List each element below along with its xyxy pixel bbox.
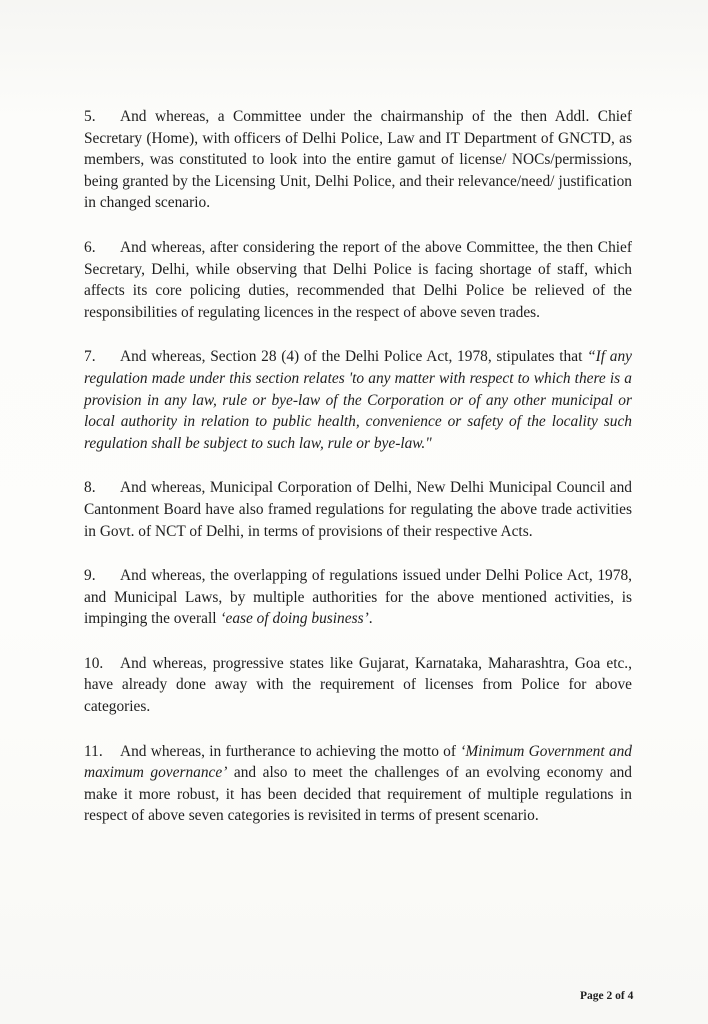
paragraph-10 <box>84 653 632 718</box>
page-number-footer: Page 2 of 4 <box>580 990 634 1002</box>
paragraph-text: And whereas, after considering the report of the above Committee, the then Chief Secretary, Delhi, while observing that Delhi Police is facing shortage of staff, which affects its core policing duties, recommended that Delhi Police be relieved of the responsibilities of regulating licences in the respect of above seven trades. <box>84 238 632 321</box>
paragraph-8 <box>84 477 632 542</box>
paragraph-6 <box>84 237 632 323</box>
paragraph-11 <box>84 741 632 827</box>
paragraph-number: 5. <box>84 108 96 125</box>
paragraph-number: 11. <box>84 742 103 760</box>
paragraph-text-end: and also to meet the challenges of an evolving economy and make it more robust, it has been decided that requirement of multiple regulations in respect of above seven categories is revisited in terms of present scenario. <box>84 764 632 825</box>
paragraph-5 <box>84 106 632 214</box>
paragraph-number: 10. <box>84 654 104 672</box>
paragraph-7 <box>84 346 632 454</box>
paragraph-text: And whereas, Municipal Corporation of Delhi, New Delhi Municipal Council and Cantonment Board have also framed regulations for regulating the above trade activities in Govt. of NCT of Delhi, in terms of provisions of their respective Acts. <box>84 479 632 540</box>
paragraph-9 <box>84 565 632 630</box>
quoted-regulation-text: “If any regulation made under this section relates 'to any matter with respect to which there is a provision in any law, rule or bye-law of the Corporation or of any other municipal or local authority in relation to public health, convenience or safety of the locality such regulation shall be subject to such law, rule or bye-law." <box>84 348 633 452</box>
paragraph-text: And whereas, progressive states like Gujarat, Karnataka, Maharashtra, Goa etc., have already done away with the requirement of licenses from Police for above categories. <box>84 654 632 716</box>
paragraph-number: 8. <box>84 479 96 497</box>
emphasis-text: ‘ease of doing business’ <box>220 610 369 628</box>
paragraph-text: And whereas, in furtherance to achieving the motto of <box>120 742 461 760</box>
paragraph-number: 9. <box>84 567 96 585</box>
paragraph-text: And whereas, the overlapping of regulations issued under Delhi Police Act, 1978, and Municipal Laws, by multiple authorities for the above mentioned activities, is impinging the overall <box>84 567 632 628</box>
paragraph-number: 6. <box>84 238 96 256</box>
document-body <box>84 106 632 850</box>
motto-text: ‘Minimum Government and maximum governance’ <box>84 742 632 782</box>
paragraph-number: 7. <box>84 348 96 366</box>
paragraph-text-end: . <box>368 610 373 628</box>
paragraph-text: And whereas, a Committee under the chairmanship of the then Addl. Chief Secretary (Home), with officers of Delhi Police, Law and IT Department of GNCTD, as members, was constituted to look into the entire gamut of license/ NOCs/permissions, being granted by the Licensing Unit, Delhi Police, and their relevance/need/ justification in changed scenario. <box>84 108 632 212</box>
paragraph-text: And whereas, Section 28 (4) of the Delhi Police Act, 1978, stipulates that <box>120 348 588 366</box>
